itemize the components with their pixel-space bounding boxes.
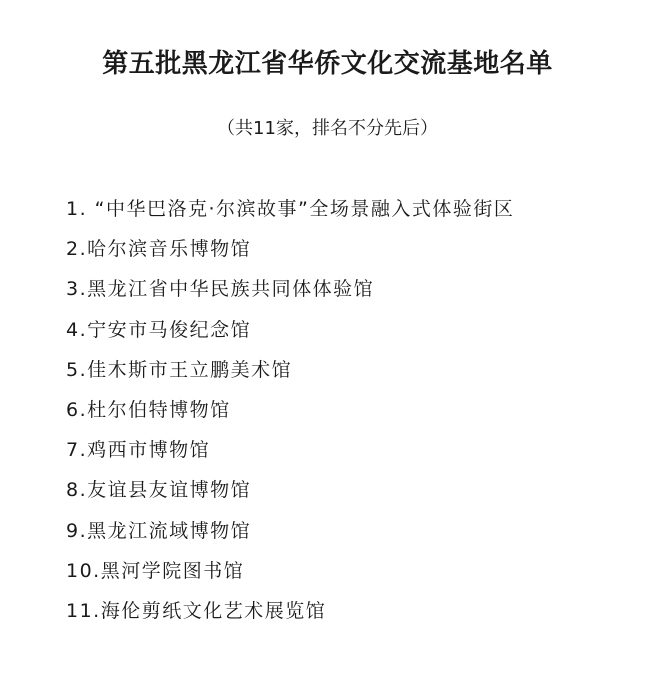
document-title: 第五批黑龙江省华侨文化交流基地名单 [102, 49, 553, 79]
list-item: 2.哈尔滨音乐博物馆 [66, 238, 252, 261]
base-list [66, 194, 514, 636]
list-item: 3.黑龙江省中华民族共同体体验馆 [66, 278, 375, 301]
list-item: 5.佳木斯市王立鹏美术馆 [66, 358, 293, 381]
list-item: 8.友谊县友谊博物馆 [66, 479, 252, 502]
list-item: 6.杜尔伯特博物馆 [66, 398, 231, 421]
document-subtitle: （共11家，排名不分先后） [217, 118, 438, 139]
list-item: 11.海伦剪纸文化艺术展览馆 [66, 599, 327, 622]
list-item: 10.黑河学院图书馆 [66, 559, 245, 582]
list-item: 7.鸡西市博物馆 [66, 439, 211, 462]
list-item: 4.宁安市马俊纪念馆 [66, 318, 252, 341]
list-item: 9.黑龙江流域博物馆 [66, 519, 252, 542]
list-item: 1. “中华巴洛克·尔滨故事”全场景融入式体验街区 [66, 198, 515, 220]
